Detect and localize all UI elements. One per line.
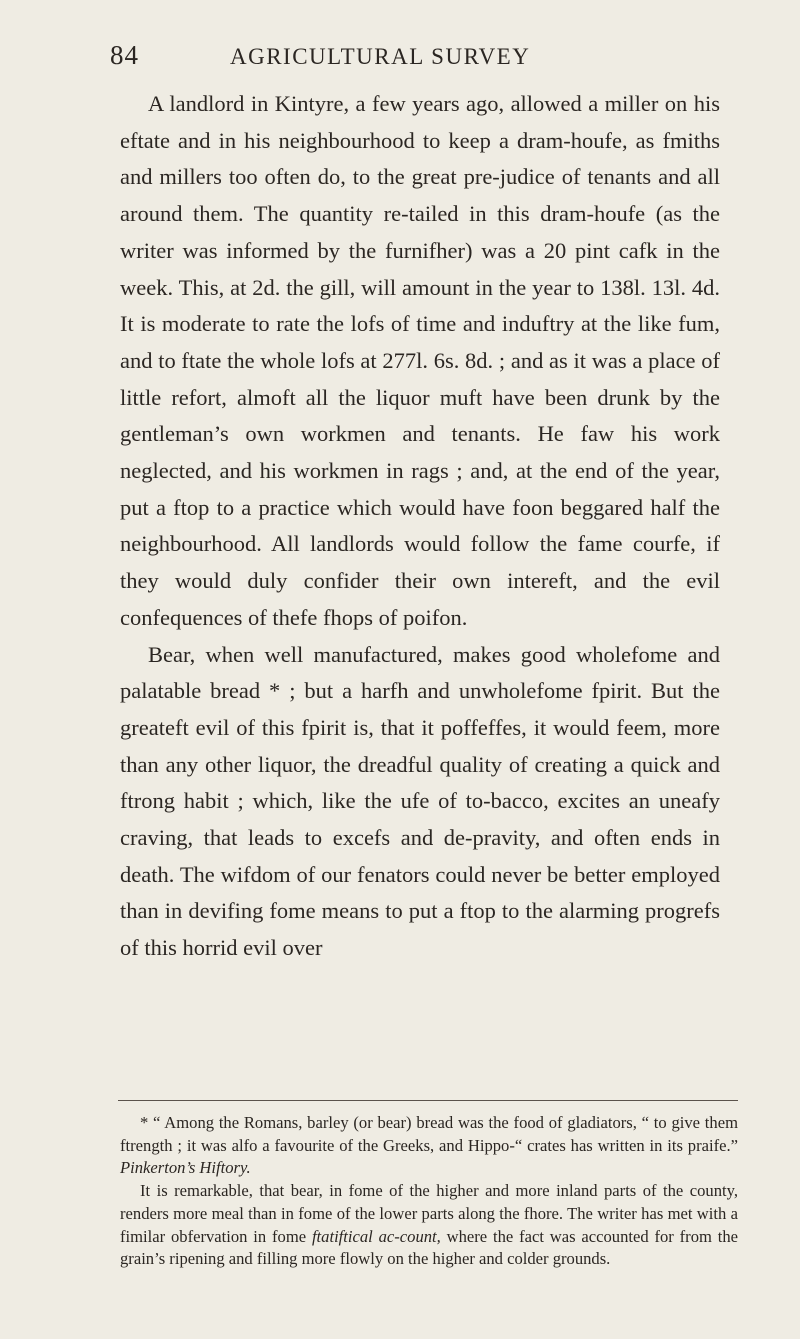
page-number: 84 <box>110 40 139 70</box>
footnote-text: where the fact was accounted for from the grain’s ripening and filling more flowly on the higher and colder grounds. <box>120 1226 738 1269</box>
footnote-source: Pinkerton’s Hiftory. <box>120 1158 251 1178</box>
footnote-italic: ftatiftical ac-count, <box>311 1226 441 1246</box>
footnote-paragraph <box>120 1180 738 1271</box>
footnote-paragraph <box>120 1112 738 1180</box>
footnote <box>120 1112 738 1271</box>
main-text <box>120 86 720 967</box>
paragraph: A landlord in Kintyre, a few years ago, allowed a miller on his eftate and in his neighbourhood to keep a dram-houfe, as fmiths and millers too often do, to the great pre-judice of tenants and all around them. The quantity re-tailed in this dram-houfe (as the writer was informed by the furnifher) was a 20 pint cafk in the week. This, at 2d. the gill, will amount in the year to 138l. 13l. 4d. It is moderate to rate the lofs of time and induftry at the like fum, and to ftate the whole lofs at 277l. 6s. 8d. ; and as it was a place of little refort, almoft all the liquor muft have been drunk by the gentleman’s own workmen and tenants. He faw his work neglected, and his workmen in rags ; and, at the end of the year, put a ftop to a practice which would have foon beggared half the neighbourhood. All landlords would follow the fame courfe, if they would duly confider their own intereft, and the evil confequences of thefe fhops of poifon. <box>120 91 720 630</box>
footnote-quote: * “ Among the Romans, barley (or bear) bread was the food of gladiators, “ to give them ftrength ; it was alfo a favourite of the Greeks, and Hippo-“ crates has written in its praife.” <box>120 1113 738 1155</box>
running-head: AGRICULTURAL SURVEY <box>230 44 531 69</box>
footnote-divider <box>118 1100 738 1101</box>
page-header <box>110 40 750 80</box>
paragraph: Bear, when well manufactured, makes good wholefome and palatable bread * ; but a harfh and unwholefome fpirit. But the greateft evil of this fpirit is, that it poffeffes, it would feem, more than any other liquor, the dreadful quality of creating a quick and ftrong habit ; which, like the ufe of to-bacco, excites an uneafy craving, that leads to excefs and de-pravity, and often ends in death. The wifdom of our fenators could never be better employed than in devifing fome means to put a ftop to the alarming progrefs of this horrid evil over <box>120 641 720 961</box>
footnote-text: It is remarkable, that bear, in fome of the higher and more inland parts of the county, renders more meal than in fome of the lower parts along the fhore. The writer has met with a fimilar obfervation in fome <box>120 1181 738 1246</box>
